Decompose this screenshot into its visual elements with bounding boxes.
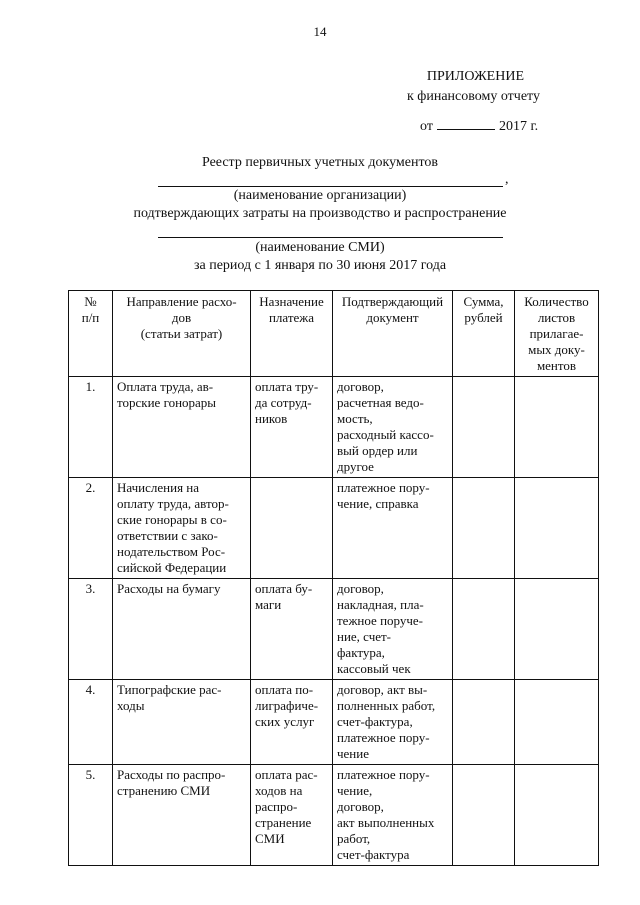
column-header-document: Подтверждающий документ: [333, 291, 453, 377]
row-sheets: [515, 478, 599, 579]
table-row: [69, 579, 599, 680]
organization-name-line: [158, 186, 503, 187]
row-purpose: оплата по- лиграфиче- ских услуг: [251, 680, 333, 765]
row-purpose: оплата бу- маги: [251, 579, 333, 680]
date-prefix: от: [420, 119, 433, 134]
organization-line-comma: ,: [505, 172, 509, 187]
row-number: 3.: [69, 579, 113, 680]
page-number: 14: [313, 24, 327, 39]
row-sum: [453, 478, 515, 579]
row-sheets: [515, 377, 599, 478]
table-row: [69, 680, 599, 765]
column-header-sum: Сумма, рублей: [453, 291, 515, 377]
table-header-row: [69, 291, 599, 377]
appendix-title: ПРИЛОЖЕНИЕ: [426, 69, 524, 84]
date-suffix: 2017 г.: [498, 119, 539, 134]
media-name-line: [158, 237, 503, 238]
row-document: платежное пору- чение, справка: [333, 478, 453, 579]
date-blank: [437, 117, 495, 130]
column-header-direction: Направление расхо- дов (статьи затрат): [113, 291, 251, 377]
purpose-line: подтверждающих затраты на производство и распространение: [133, 206, 507, 221]
row-sum: [453, 765, 515, 866]
row-direction: Расходы на бумагу: [113, 579, 251, 680]
table-row: [69, 765, 599, 866]
row-sum: [453, 680, 515, 765]
row-document: платежное пору- чение, договор, акт выполненных работ, счет-фактура: [333, 765, 453, 866]
row-sum: [453, 377, 515, 478]
column-header-number: № п/п: [69, 291, 113, 377]
row-number: 2.: [69, 478, 113, 579]
registry-table: [68, 290, 599, 866]
row-document: договор, расчетная ведо- мость, расходный кассо- вый ордер или другое: [333, 377, 453, 478]
table-row: [69, 377, 599, 478]
table-row: [69, 478, 599, 579]
appendix-subtitle: к финансовому отчету: [406, 89, 540, 104]
row-document: договор, акт вы- полненных работ, счет-фактура, платежное пору- чение: [333, 680, 453, 765]
row-sheets: [515, 680, 599, 765]
column-header-purpose: Назначение платежа: [251, 291, 333, 377]
organization-caption: (наименование организации): [233, 188, 407, 203]
column-header-sheets: Количество листов прилагае- мых доку- ментов: [515, 291, 599, 377]
row-number: 4.: [69, 680, 113, 765]
row-sheets: [515, 765, 599, 866]
row-direction: Типографские рас- ходы: [113, 680, 251, 765]
period-line: за период с 1 января по 30 июня 2017 года: [193, 258, 447, 273]
row-number: 5.: [69, 765, 113, 866]
row-purpose: [251, 478, 333, 579]
row-number: 1.: [69, 377, 113, 478]
appendix-block: [407, 67, 540, 107]
row-direction: Оплата труда, ав- торские гонорары: [113, 377, 251, 478]
row-purpose: оплата рас- ходов на распро- странение СМИ: [251, 765, 333, 866]
row-direction: Расходы по распро- странению СМИ: [113, 765, 251, 866]
date-line: [420, 117, 538, 135]
row-sheets: [515, 579, 599, 680]
row-direction: Начисления на оплату труда, автор- ские гонорары в со- ответствии с зако- нодательством Рос- сийской Федерации: [113, 478, 251, 579]
row-document: договор, накладная, пла- тежное поруче- ние, счет- фактура, кассовый чек: [333, 579, 453, 680]
row-purpose: оплата тру- да сотруд- ников: [251, 377, 333, 478]
media-caption: (наименование СМИ): [255, 240, 385, 255]
row-sum: [453, 579, 515, 680]
registry-title: Реестр первичных учетных документов: [201, 155, 439, 170]
